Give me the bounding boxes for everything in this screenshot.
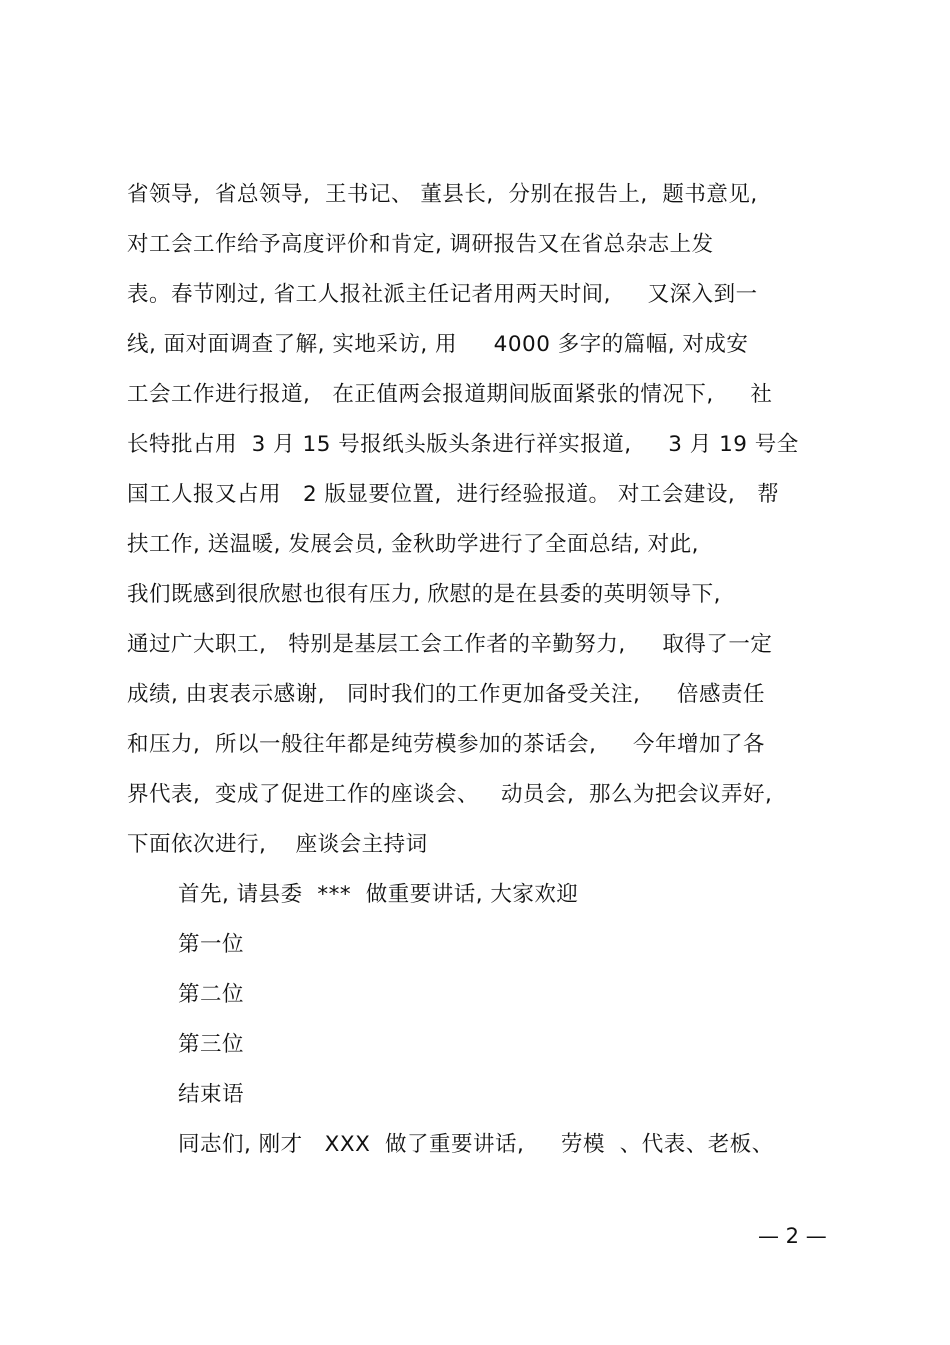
paragraph-line: 通过广大职工, 特别是基层工会工作者的辛勤努力, 取得了一定 xyxy=(127,632,773,657)
paragraph-line: 我们既感到很欣慰也很有压力, 欣慰的是在县委的英明领导下, xyxy=(127,582,722,607)
paragraph-line: 成绩, 由衷表示感谢, 同时我们的工作更加备受关注, 倍感责任 xyxy=(127,682,766,707)
paragraph-line: 和压力, 所以一般往年都是纯劳模参加的茶话会, 今年增加了各 xyxy=(127,732,766,757)
paragraph-line: 线, 面对面调查了解, 实地采访, 用 4000 多字的篇幅, 对成安 xyxy=(127,332,749,357)
paragraph-line: 长特批占用 3 月 15 号报纸头版头条进行祥实报道, 3 月 19 号全 xyxy=(127,432,799,457)
paragraph-line: 扶工作, 送温暖, 发展会员, 金秋助学进行了全面总结, 对此, xyxy=(127,532,700,557)
page-number: — 2 — xyxy=(758,1224,827,1248)
indented-line: 第二位 xyxy=(178,982,245,1007)
paragraph-line: 界代表, 变成了促进工作的座谈会、 动员会, 那么为把会议弄好, xyxy=(127,782,773,807)
paragraph-line: 下面依次进行, 座谈会主持词 xyxy=(127,832,428,857)
paragraph-line: 表。春节刚过, 省工人报社派主任记者用两天时间, 又深入到一 xyxy=(127,282,758,307)
paragraph-line: 省领导, 省总领导, 王书记、 董县长, 分别在报告上, 题书意见, xyxy=(127,182,758,207)
indented-line: 结束语 xyxy=(178,1082,245,1107)
paragraph-line: 工会工作进行报道, 在正值两会报道期间版面紧张的情况下, 社 xyxy=(127,382,773,407)
paragraph-line: 对工会工作给予高度评价和肯定, 调研报告又在省总杂志上发 xyxy=(127,232,714,257)
indented-line: 第一位 xyxy=(178,932,245,957)
indented-line: 同志们, 刚才 XXX 做了重要讲话, 劳模 、代表、老板、 xyxy=(178,1132,774,1157)
paragraph-line: 国工人报又占用 2 版显要位置, 进行经验报道。 对工会建设, 帮 xyxy=(127,482,780,507)
indented-line: 首先, 请县委 *** 做重要讲话, 大家欢迎 xyxy=(178,882,579,907)
indented-line: 第三位 xyxy=(178,1032,245,1057)
